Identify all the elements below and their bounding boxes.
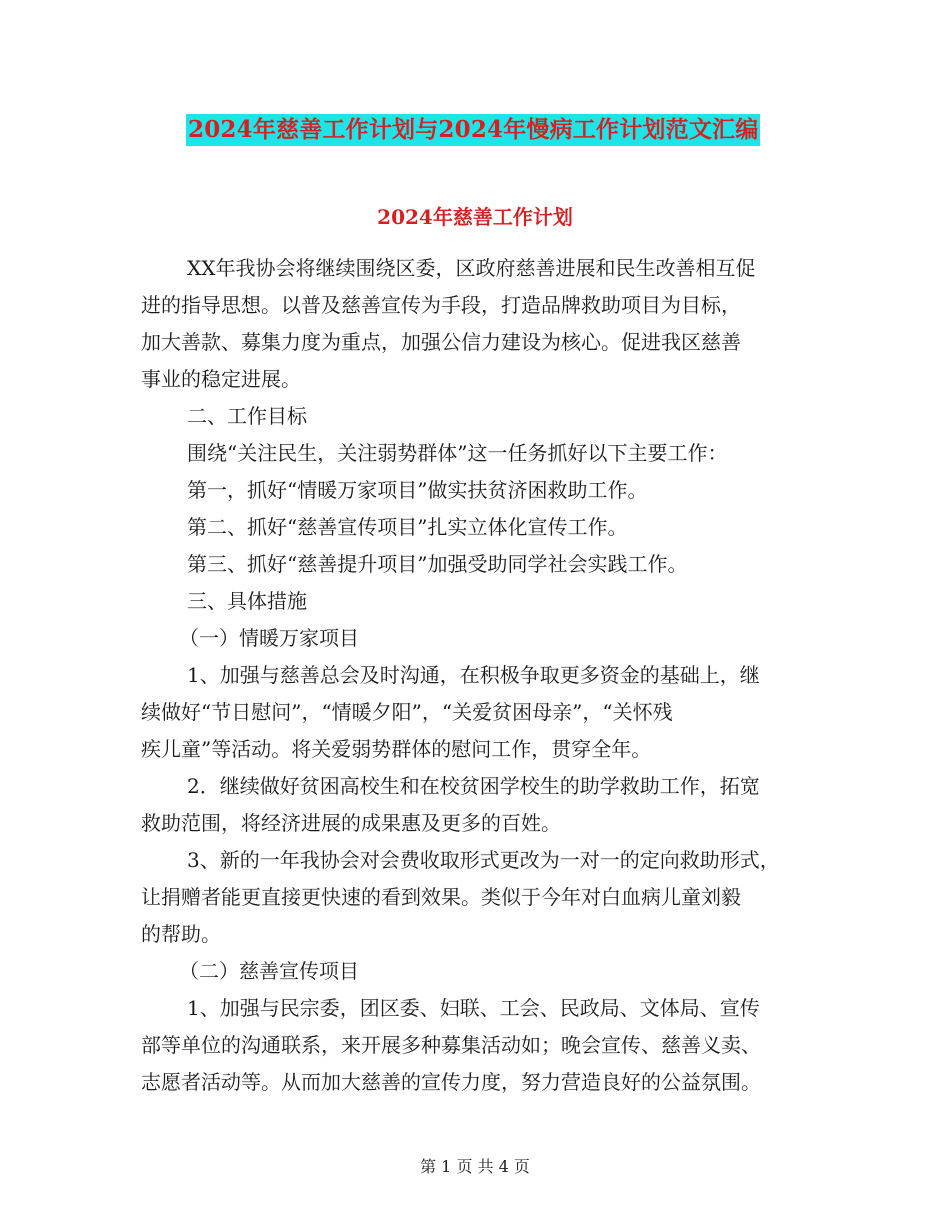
paragraph-line: 第一，抓好“情暖万家项目”做实扶贫济困救助工作。 xyxy=(187,478,648,502)
paragraph-line: 第三、抓好“慈善提升项目”加强受助同学社会实践工作。 xyxy=(187,552,688,576)
paragraph-line: 疾儿童”等活动。将关爱弱势群体的慰问工作，贯穿全年。 xyxy=(141,737,652,761)
page-footer: 第 1 页 共 4 页 xyxy=(420,1157,530,1176)
paragraph-line: 续做好“节日慰问”，“情暖夕阳”，“关爱贫困母亲”，“关怀残 xyxy=(141,700,673,724)
paragraph-line: 加大善款、募集力度为重点，加强公信力建设为核心。促进我区慈善 xyxy=(141,330,741,354)
paragraph-line: 事业的稳定进展。 xyxy=(141,367,301,391)
subheading-line: （一）情暖万家项目 xyxy=(179,626,359,650)
paragraph-line: 的帮助。 xyxy=(141,922,221,946)
paragraph-line: 2．继续做好贫困高校生和在校贫困学校生的助学救助工作，拓宽 xyxy=(187,774,760,798)
paragraph-line: 1、加强与民宗委，团区委、妇联、工会、民政局、文体局、宣传 xyxy=(187,996,760,1020)
paragraph-line: 进的指导思想。以普及慈善宣传为手段，打造品牌救助项目为目标， xyxy=(141,293,741,317)
paragraph-line: 救助范围，将经济进展的成果惠及更多的百姓。 xyxy=(141,811,561,835)
paragraph-line: 第二、抓好“慈善宣传项目”扎实立体化宣传工作。 xyxy=(187,515,628,539)
paragraph-line: 围绕“关注民生，关注弱势群体”这一任务抓好以下主要工作： xyxy=(187,441,728,465)
paragraph-line: XX年我协会将继续围绕区委，区政府慈善进展和民生改善相互促 xyxy=(187,256,756,280)
subheading-line: （二）慈善宣传项目 xyxy=(179,959,359,983)
paragraph-line: 3、新的一年我协会对会费收取形式更改为一对一的定向救助形式， xyxy=(187,848,780,872)
document-title: 2024年慈善工作计划与2024年慢病工作计划范文汇编 xyxy=(186,114,760,146)
paragraph-line: 1、加强与慈善总会及时沟通，在积极争取更多资金的基础上，继 xyxy=(187,663,760,687)
section-title: 2024年慈善工作计划 xyxy=(377,205,573,229)
document-body xyxy=(141,250,821,1101)
paragraph-line: 部等单位的沟通联系，来开展多种募集活动如；晚会宣传、慈善义卖、 xyxy=(141,1033,761,1057)
heading-line: 二、工作目标 xyxy=(187,404,307,428)
paragraph-line: 志愿者活动等。从而加大慈善的宣传力度，努力营造良好的公益氛围。 xyxy=(141,1070,761,1094)
paragraph-line: 让捐赠者能更直接更快速的看到效果。类似于今年对白血病儿童刘毅 xyxy=(141,885,741,909)
heading-line: 三、具体措施 xyxy=(187,589,307,613)
